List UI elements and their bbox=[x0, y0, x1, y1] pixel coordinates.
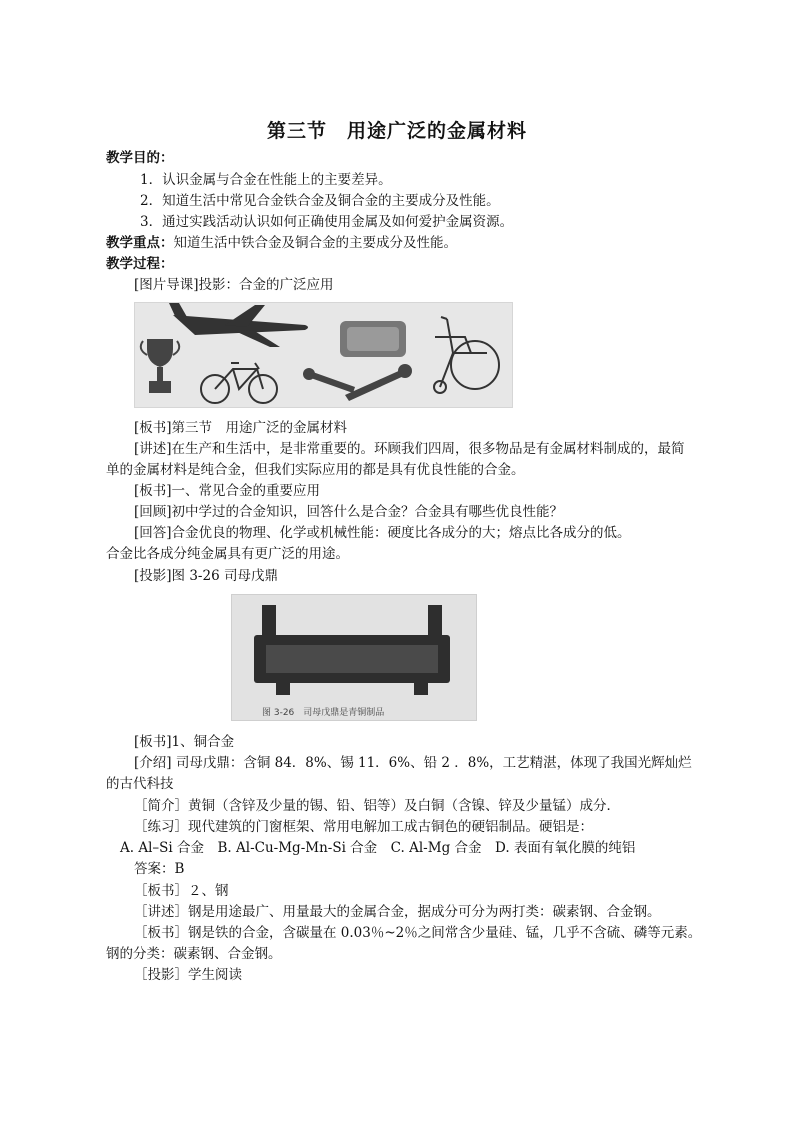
projection-line-2: ［投影］学生阅读 bbox=[134, 967, 242, 983]
figure-2-caption: 图 3-26 司母戊鼎是青铜制品 bbox=[262, 708, 385, 718]
key-point-text: 知道生活中铁合金及铜合金的主要成分及性能。 bbox=[173, 235, 457, 251]
key-point-label: 教学重点： bbox=[106, 235, 174, 251]
page-title: 第三节 用途广泛的金属材料 bbox=[266, 120, 527, 142]
review-line: [回顾]初中学过的合金知识，回答什么是合金？合金具有哪些优良性能？ bbox=[134, 504, 564, 520]
ding-vessel-icon bbox=[254, 605, 450, 695]
intro-line-2a: [介绍] 司母戊鼎：含铜 84．8%、锡 11．6%、铅 2 ．8%，工艺精湛，体现了我国光辉灿烂 bbox=[134, 755, 692, 771]
options-line: A. Al–Si 合金 B. Al-Cu-Mg-Mn-Si 合金 C. Al-Mg 合金 D. 表面有氧化膜的纯铝 bbox=[120, 840, 636, 856]
bicycle-icon bbox=[201, 363, 277, 403]
lecture-line-2: ［讲述］钢是用途最广、用量最大的金属合金，据成分可分为两打类：碳素钢、合金钢。 bbox=[134, 904, 661, 920]
classify-line: 钢的分类：碳素钢、合金钢。 bbox=[106, 946, 282, 962]
alloy-applications-image bbox=[135, 303, 512, 407]
answer-line-1b: 合金比各成分纯金属具有更广泛的用途。 bbox=[106, 546, 349, 562]
alloy-applications-figure bbox=[134, 302, 513, 408]
airplane-icon bbox=[169, 303, 308, 347]
objective-3: 3．通过实践活动认识如何正确使用金属及如何爱护金属资源。 bbox=[140, 214, 514, 230]
board-line-5: ［板书］钢是铁的合金，含碳量在 0.03％~2％之间常含少量硅、锰，几乎不含硫、磷等元素。 bbox=[134, 925, 702, 941]
lecture-line-1a: [讲述]在生产和生活中，是非常重要的。环顾我们四周，很多物品是有金属材料制成的，最简 bbox=[134, 441, 685, 457]
brief-line: ［简介］黄铜（含锌及少量的锡、铅、铝等）及白铜（含镍、锌及少量锰）成分． bbox=[134, 798, 620, 814]
board-line-4: ［板书］２、钢 bbox=[134, 883, 229, 899]
objectives-label: 教学目的： bbox=[106, 150, 174, 166]
objective-1: 1．认识金属与合金在性能上的主要差异。 bbox=[140, 172, 392, 188]
projection-line-1: [投影]图 3-26 司母戊鼎 bbox=[134, 568, 278, 584]
exercise-line: ［练习］现代建筑的门窗框架、常用电解加工成古铜色的硬铝制品。硬铝是： bbox=[134, 819, 593, 835]
lecture-line-1b: 单的金属材料是纯合金，但我们实际应用的都是具有优良性能的合金。 bbox=[106, 462, 525, 478]
answer-line-1: [回答]合金优良的物理、化学或机械性能：硬度比各成分的大；熔点比各成分的低。 bbox=[134, 525, 631, 541]
board-line-1: [板书]第三节 用途广泛的金属材料 bbox=[134, 420, 348, 436]
process-label: 教学过程： bbox=[106, 256, 174, 272]
trophy-icon bbox=[141, 339, 180, 393]
key-point bbox=[106, 233, 457, 253]
board-line-3: [板书]1、铜合金 bbox=[134, 734, 235, 750]
intro-line-2b: 的古代科技 bbox=[106, 776, 174, 792]
wheelchair-icon bbox=[434, 317, 499, 393]
simuwu-ding-image bbox=[232, 595, 476, 720]
wrench-icon bbox=[303, 364, 412, 401]
answer-key-line: 答案：B bbox=[134, 861, 185, 877]
intro-line: [图片导课]投影：合金的广泛应用 bbox=[134, 277, 334, 293]
simuwu-ding-figure bbox=[231, 594, 477, 721]
metal-plate-icon bbox=[340, 321, 406, 357]
objective-2: 2．知道生活中常见合金铁合金及铜合金的主要成分及性能。 bbox=[140, 193, 500, 209]
board-line-2: [板书]一、常见合金的重要应用 bbox=[134, 483, 321, 499]
